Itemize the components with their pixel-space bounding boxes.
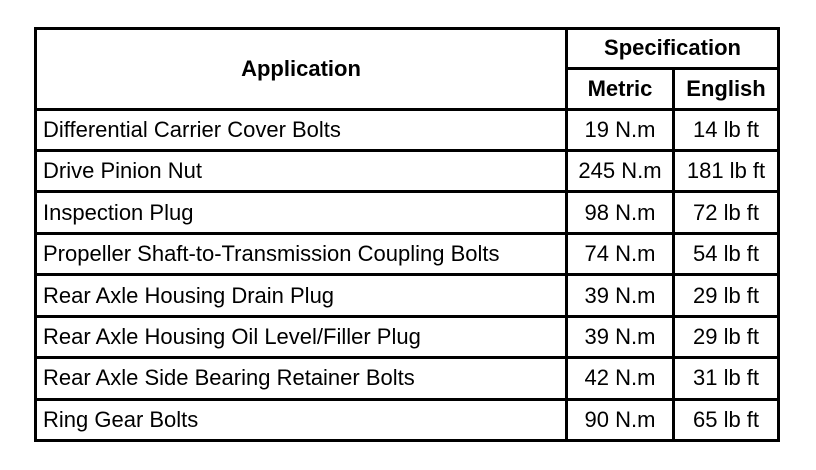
english-value-cell: 181 lb ft	[674, 151, 779, 192]
table-row	[36, 399, 779, 440]
metric-value-cell: 39 N.m	[567, 316, 674, 357]
metric-value-cell: 74 N.m	[567, 233, 674, 274]
application-header: Application	[36, 29, 567, 110]
table-row	[36, 275, 779, 316]
english-value-cell: 72 lb ft	[674, 192, 779, 233]
english-value-cell: 14 lb ft	[674, 109, 779, 150]
metric-value-cell: 42 N.m	[567, 358, 674, 399]
english-value-cell: 54 lb ft	[674, 233, 779, 274]
english-header: English	[674, 68, 779, 109]
application-cell: Differential Carrier Cover Bolts	[36, 109, 567, 150]
application-cell: Rear Axle Housing Drain Plug	[36, 275, 567, 316]
table-row	[36, 358, 779, 399]
header-row-top	[36, 29, 779, 69]
table-row	[36, 151, 779, 192]
specification-header: Specification	[567, 29, 779, 69]
application-cell: Rear Axle Housing Oil Level/Filler Plug	[36, 316, 567, 357]
application-cell: Rear Axle Side Bearing Retainer Bolts	[36, 358, 567, 399]
metric-value-cell: 245 N.m	[567, 151, 674, 192]
metric-value-cell: 19 N.m	[567, 109, 674, 150]
table-row	[36, 109, 779, 150]
english-value-cell: 29 lb ft	[674, 316, 779, 357]
metric-value-cell: 98 N.m	[567, 192, 674, 233]
metric-value-cell: 90 N.m	[567, 399, 674, 440]
application-cell: Propeller Shaft-to-Transmission Coupling Bolts	[36, 233, 567, 274]
application-cell: Ring Gear Bolts	[36, 399, 567, 440]
english-value-cell: 29 lb ft	[674, 275, 779, 316]
metric-value-cell: 39 N.m	[567, 275, 674, 316]
table-row	[36, 233, 779, 274]
table-row	[36, 192, 779, 233]
fastener-specification-table	[34, 27, 780, 442]
table-row	[36, 316, 779, 357]
english-value-cell: 31 lb ft	[674, 358, 779, 399]
application-cell: Drive Pinion Nut	[36, 151, 567, 192]
metric-header: Metric	[567, 68, 674, 109]
application-cell: Inspection Plug	[36, 192, 567, 233]
english-value-cell: 65 lb ft	[674, 399, 779, 440]
